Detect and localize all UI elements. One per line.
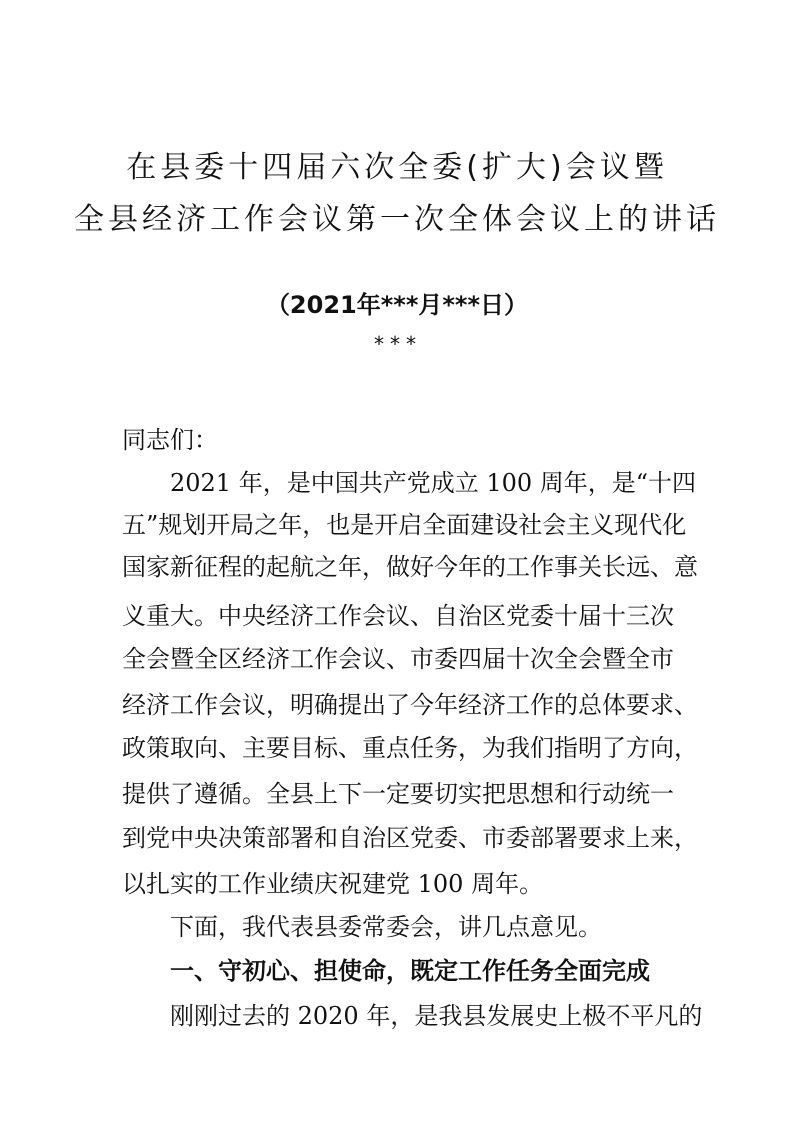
- paragraph-1-line-6: 经济工作会议，明确提出了今年经济工作的总体要求、: [122, 691, 698, 719]
- paragraph-1-line-9: 到党中央决策部署和自治区党委、市委部署要求上来，: [122, 824, 698, 852]
- paragraph-3-line-1: 刚刚过去的 2020 年，是我县发展史上极不平凡的: [170, 1002, 703, 1030]
- title-line-2: 全县经济工作会议第一次全体会议上的讲话: [74, 202, 720, 237]
- paragraph-1-line-8: 提供了遵循。全县上下一定要切实把思想和行动统一: [122, 780, 674, 808]
- paragraph-1-line-10: 以扎实的工作业绩庆祝建党 100 周年。: [122, 870, 544, 898]
- paragraph-1-line-7: 政策取向、主要目标、重点任务，为我们指明了方向，: [122, 734, 698, 762]
- paragraph-1-line-3: 国家新征程的起航之年，做好今年的工作事关长远、意: [122, 553, 698, 581]
- salutation: 同志们：: [122, 426, 218, 454]
- paragraph-1-line-5: 全会暨全区经济工作会议、市委四届十次全会暨全市: [122, 645, 674, 673]
- paragraph-2: 下面，我代表县委常委会，讲几点意见。: [170, 913, 602, 941]
- paragraph-1-line-2: 五”规划开局之年，也是开启全面建设社会主义现代化: [122, 511, 687, 539]
- section-heading-1: 一、守初心、担使命，既定工作任务全面完成: [170, 957, 650, 985]
- paragraph-1-line-1: 2021 年，是中国共产党成立 100 周年，是“十四: [170, 469, 697, 497]
- speaker-name: ***: [372, 332, 422, 356]
- title-line-1: 在县委十四届六次全委(扩大)会议暨: [126, 150, 668, 185]
- speech-date: （2021年***月***日）: [265, 291, 529, 319]
- paragraph-1-line-4: 义重大。中央经济工作会议、自治区党委十届十三次: [122, 602, 674, 630]
